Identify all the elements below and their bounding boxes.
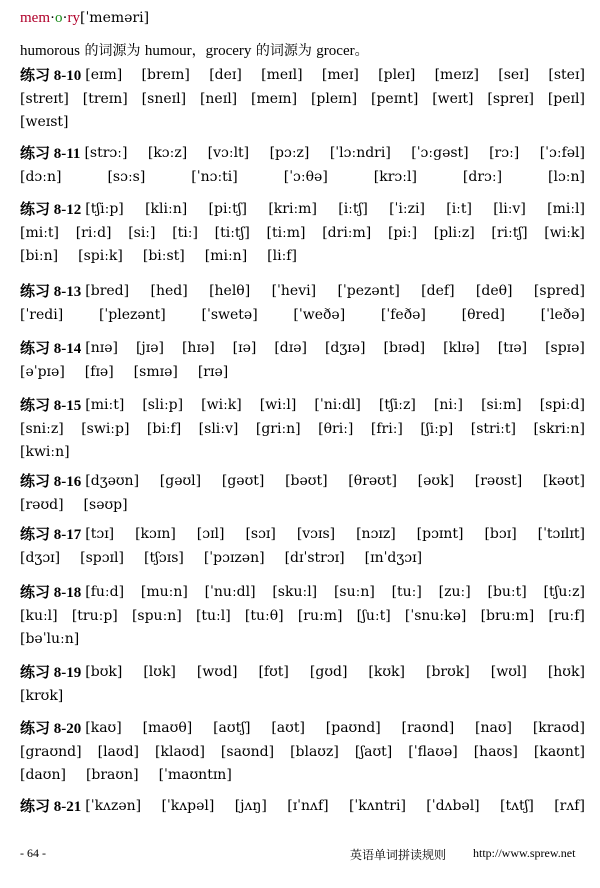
phonetic-symbol: [biːst]: [142, 248, 185, 264]
phonetic-symbol: [liːv]: [493, 201, 526, 217]
phonetic-symbol: [piː]: [387, 224, 418, 241]
exercise-label: [20, 337, 81, 361]
exercise-number: 8-15: [53, 398, 82, 414]
exercise-number: 8-16: [53, 474, 82, 490]
phonetic-symbol: [kliːn]: [145, 201, 188, 217]
phonetic-line: [20, 741, 585, 765]
phonetic-symbol: [buːt]: [487, 584, 527, 600]
exercise-block: [20, 470, 585, 517]
exercise-block: [20, 661, 585, 708]
phonetic-symbol: [bʊk]: [85, 664, 123, 680]
phonetic-symbol: [bəʊt]: [285, 473, 328, 489]
phonetic-symbol: [rəʊst]: [474, 473, 523, 489]
exercise-start: [20, 661, 122, 685]
phonetic-symbol: [gəʊt]: [221, 473, 265, 489]
phonetic-symbol: [raʊnd]: [401, 720, 455, 736]
phonetic-symbol: [ˈhevi]: [271, 283, 317, 299]
phonetic-symbol: [aʊtʃ]: [213, 720, 251, 736]
syllable-3: ry: [67, 10, 80, 26]
phonetic-symbol: [dʒəʊn]: [85, 473, 140, 489]
phonetic-symbol: [bruːm]: [480, 607, 535, 624]
phonetic-symbol: [brʊk]: [426, 664, 470, 680]
phonetic-symbol: [kaʊnt]: [533, 743, 585, 760]
exercise-number: 8-17: [53, 527, 82, 543]
phonetic-symbol: [ˈswetə]: [201, 306, 258, 323]
phonetic-symbol: [meɪn]: [251, 90, 298, 107]
note-text: ，: [191, 43, 206, 59]
exercise-label: [20, 717, 81, 741]
phonetic-symbol: [breɪn]: [141, 67, 190, 83]
phonetic-symbol: [lɔːn]: [548, 168, 585, 185]
phonetic-symbol: [smɪə]: [133, 363, 178, 380]
phonetic-line: [20, 628, 585, 652]
exercise-label-text: 练习: [20, 66, 51, 84]
phonetic-symbol: [tiːm]: [266, 224, 306, 241]
phonetic-line: [20, 166, 585, 190]
phonetic-symbol: [laʊd]: [97, 743, 140, 760]
phonetic-symbol: [meɪz]: [434, 67, 479, 83]
phonetic-symbol: [saʊnd]: [220, 743, 275, 760]
exercise-label: [20, 394, 81, 418]
exercise-start: [20, 581, 124, 605]
phonetic-symbol: [biːn]: [20, 248, 59, 264]
exercise-label-text: 练习: [20, 797, 51, 815]
exercise-number: 8-21: [53, 799, 82, 815]
phonetic-symbol: [swiːp]: [81, 420, 130, 437]
phonetic-symbol: [kwiːn]: [20, 444, 70, 460]
phonetic-symbol: [blaʊz]: [290, 743, 339, 760]
phonetic-symbol: [ˈɔːθə]: [283, 168, 328, 185]
phonetic-symbol: [θriː]: [318, 420, 354, 437]
exercise-label: [20, 280, 81, 304]
phonetic-line: [20, 685, 585, 709]
phonetic-symbol: [kaʊ]: [85, 720, 122, 736]
phonetic-line: [20, 245, 585, 269]
phonetic-symbol: [ʃuːt]: [356, 607, 391, 624]
syllable-1: mem: [20, 10, 50, 26]
phonetic-symbol: [ˈɔːgəst]: [411, 145, 469, 161]
phonetic-symbol: [ˈkʌzən]: [85, 798, 142, 814]
phonetic-symbol: [fɪə]: [84, 363, 114, 380]
phonetic-symbol: [θrəʊt]: [348, 473, 397, 489]
phonetic-line: [20, 605, 585, 629]
phonetic-symbol: [ɪnˈdʒɔɪ]: [364, 549, 423, 566]
note-text: 。: [354, 43, 369, 59]
phonetic-symbol: [spuːn]: [131, 607, 182, 624]
phonetic-symbol: [wʊd]: [196, 664, 238, 680]
phonetic-symbol: [tʃuːz]: [543, 584, 585, 600]
vocabulary-heading: [20, 10, 149, 27]
phonetic-symbol: [graʊnd]: [20, 743, 82, 760]
phonetic-symbol: [tiː]: [172, 224, 198, 241]
phonetic-symbol: [spɔɪl]: [80, 549, 124, 566]
phonetic-symbol: [ˈlɔːndri]: [329, 145, 391, 161]
phonetic-line: [20, 222, 585, 246]
phonetic-symbol: [ɪə]: [232, 340, 257, 356]
phonetic-symbol: [niː]: [433, 397, 464, 413]
exercise-block: [20, 717, 585, 788]
syllable-2: o: [55, 10, 63, 26]
phonetic-symbol: [sliːp]: [142, 397, 184, 413]
phonetic-symbol: [daʊn]: [20, 767, 66, 783]
phonetic-symbol: [tʃiːp]: [85, 201, 124, 217]
phonetic-symbol: [peɪnt]: [371, 90, 419, 107]
phonetic-symbol: [gəʊl]: [159, 473, 202, 489]
exercise-start: [20, 337, 118, 361]
phonetic-symbol: [ˈflaʊə]: [408, 743, 458, 760]
phonetic-symbol: [rɪə]: [197, 363, 229, 380]
phonetic-symbol: [ˈleðə]: [540, 306, 585, 323]
note-word: humorous: [20, 43, 80, 59]
exercise-block: [20, 795, 585, 819]
phonetic-symbol: [wʊl]: [490, 664, 527, 680]
exercise-block: [20, 337, 585, 384]
phonetic-symbol: [ˈpezənt]: [337, 283, 400, 299]
exercise-label: [20, 795, 81, 819]
phonetic-symbol: [ˈiːzi]: [389, 201, 425, 217]
phonetic-symbol: [tɔɪ]: [85, 526, 115, 542]
phonetic-symbol: [seɪ]: [498, 67, 530, 83]
phonetic-line: [20, 394, 585, 418]
phonetic-symbol: [sniːz]: [20, 420, 64, 437]
exercise-label: [20, 198, 81, 222]
phonetic-symbol: [kɔɪn]: [135, 526, 176, 542]
phonetic-symbol: [gʊd]: [309, 664, 348, 680]
exercise-number: 8-13: [53, 284, 82, 300]
phonetic-line: [20, 494, 585, 518]
phonetic-symbol: [lʊk]: [143, 664, 176, 680]
phonetic-symbol: [ruːf]: [548, 607, 585, 624]
phonetic-line: [20, 280, 585, 304]
note-word: grocery: [205, 43, 252, 59]
phonetic-symbol: [tʌtʃ]: [499, 798, 534, 814]
phonetic-symbol: [muːn]: [140, 584, 188, 600]
phonetic-symbol: [strɔː]: [84, 145, 128, 161]
phonetic-symbol: [krɔːl]: [373, 168, 417, 185]
phonetic-symbol: [rɔː]: [489, 145, 520, 161]
phonetic-symbol: [helθ]: [209, 283, 251, 299]
phonetic-symbol: [pɔːz]: [269, 145, 310, 161]
phonetic-symbol: [driːm]: [322, 224, 372, 241]
page-number: - 64 -: [20, 846, 46, 860]
exercise-label: [20, 581, 81, 605]
phonetic-symbol: [kʊk]: [368, 664, 405, 680]
phonetic-symbol: [nɪə]: [85, 340, 118, 356]
etymology-note: [20, 40, 369, 60]
phonetic-symbol: [miːt]: [85, 397, 125, 413]
phonetic-symbol: [drɔː]: [462, 168, 503, 185]
phonetic-symbol: [θred]: [461, 306, 505, 323]
exercise-label-text: 练习: [20, 525, 51, 543]
phonetic-line: [20, 581, 585, 605]
phonetic-symbol: [jɪə]: [135, 340, 164, 356]
phonetic-symbol: [sneɪl]: [141, 90, 187, 107]
exercise-start: [20, 142, 127, 166]
exercise-label-text: 练习: [20, 339, 51, 357]
phonetic-symbol: [ʃaʊt]: [354, 743, 393, 760]
book-title: 英语单词拼读规则: [350, 848, 447, 862]
phonetic-symbol: [friː]: [370, 420, 403, 437]
phonetic-symbol: [ˈɔːfəl]: [539, 145, 585, 161]
exercise-start: [20, 717, 122, 741]
exercise-label: [20, 142, 80, 166]
phonetic-symbol: [naʊ]: [475, 720, 512, 736]
phonetic-symbol: [ɪˈnʌf]: [287, 798, 329, 814]
phonetic-symbol: [bred]: [85, 283, 130, 299]
phonetic-symbol: [ˈredi]: [20, 306, 64, 323]
phonetic-symbol: [ɔɪl]: [196, 526, 225, 542]
exercise-start: [20, 523, 114, 547]
phonetic-symbol: [maʊθ]: [142, 720, 193, 736]
phonetic-symbol: [kɔːz]: [147, 145, 188, 161]
phonetic-symbol: [siː]: [128, 224, 156, 241]
phonetic-symbol: [pleɪn]: [310, 90, 358, 107]
phonetic-symbol: [skriːn]: [533, 420, 585, 437]
exercise-start: [20, 470, 139, 494]
website-url: http://www.sprew.net: [473, 846, 576, 860]
phonetic-symbol: [riːtʃ]: [491, 224, 528, 241]
phonetic-symbol: [ʃiːp]: [420, 420, 454, 437]
phonetic-symbol: [aʊt]: [271, 720, 305, 736]
phonetic-symbol: [iːt]: [446, 201, 472, 217]
phonetic-symbol: [əʊk]: [417, 473, 455, 489]
phonetic-symbol: [vɔɪs]: [296, 526, 336, 542]
exercise-block: [20, 142, 585, 189]
phonetic-symbol: [ˈnɔːti]: [191, 168, 238, 185]
phonetic-line: [20, 337, 585, 361]
phonetic-line: [20, 64, 585, 88]
phonetic-symbol: [spiːd]: [539, 397, 585, 413]
phonetic-symbol: [weɪt]: [432, 90, 474, 107]
phonetic-symbol: [rʌf]: [554, 798, 585, 814]
phonetic-symbol: [hed]: [150, 283, 188, 299]
exercise-label-text: 练习: [20, 396, 51, 414]
phonetic-symbol: [ˈnuːdl]: [204, 584, 256, 600]
phonetic-symbol: [weɪst]: [20, 114, 69, 130]
phonetic-symbol: [piːtʃ]: [208, 201, 248, 217]
phonetic-line: [20, 661, 585, 685]
phonetic-symbol: [siːm]: [481, 397, 522, 413]
phonetic-symbol: [hɪə]: [181, 340, 215, 356]
phonetic-line: [20, 111, 585, 135]
phonetic-symbol: [braʊn]: [85, 767, 139, 783]
exercise-number: 8-11: [53, 146, 81, 162]
note-word: grocer: [316, 43, 355, 59]
phonetic-symbol: [suːn]: [333, 584, 375, 600]
phonetic-symbol: [spreɪ]: [487, 90, 534, 107]
phonetic-line: [20, 523, 585, 547]
phonetic-symbol: [klaʊd]: [155, 743, 205, 760]
phonetic-symbol: [striːt]: [470, 420, 516, 437]
phonetic-symbol: [tiːtʃ]: [214, 224, 250, 241]
phonetic-symbol: [tuːθ]: [244, 607, 284, 624]
exercise-block: [20, 581, 585, 652]
phonetic-line: [20, 764, 585, 788]
phonetic-symbol: [ˈmaʊntɪn]: [158, 767, 232, 783]
phonetic-symbol: [wiːk]: [201, 397, 242, 413]
phonetic-symbol: [truːp]: [71, 607, 118, 624]
phonetic-symbol: [spiːk]: [78, 248, 123, 264]
phonetic-symbol: [ˈsnuːkə]: [404, 607, 467, 624]
phonetic-symbol: [deɪ]: [209, 67, 242, 83]
phonetic-line: [20, 717, 585, 741]
phonetic-symbol: [dʒɔɪ]: [20, 549, 61, 566]
phonetic-symbol: [bɔɪ]: [484, 526, 517, 542]
phonetic-symbol: [miːl]: [547, 201, 585, 217]
phonetic-symbol: [neɪl]: [199, 90, 238, 107]
phonetic-line: [20, 142, 585, 166]
phonetic-symbol: [riːd]: [75, 224, 112, 241]
phonetic-symbol: [tuːl]: [195, 607, 231, 624]
phonetic-symbol: [tɪə]: [497, 340, 528, 356]
phonetic-symbol: [miːn]: [204, 248, 248, 264]
phonetic-symbol: [fuːd]: [85, 584, 125, 600]
exercise-label-text: 练习: [20, 472, 51, 490]
phonetic-symbol: [ˈniːdl]: [314, 397, 361, 413]
phonetic-line: [20, 304, 585, 328]
phonetic-symbol: [ruːm]: [297, 607, 343, 624]
phonetic-symbol: [nɔɪz]: [356, 526, 396, 542]
phonetic-symbol: [rəʊd]: [20, 496, 64, 513]
note-text: 的词源为: [251, 43, 317, 59]
phonetic-symbol: [əˈpɪə]: [20, 363, 65, 380]
phonetic-symbol: [paʊnd]: [325, 720, 381, 736]
exercise-start: [20, 64, 122, 88]
exercise-number: 8-12: [53, 202, 82, 218]
exercise-number: 8-20: [53, 721, 82, 737]
phonetic-symbol: [bəˈluːn]: [20, 631, 80, 647]
phonetic-symbol: [səʊp]: [83, 496, 128, 513]
phonetic-symbol: [dɪə]: [274, 340, 307, 356]
phonetic-symbol: [dɪˈstrɔɪ]: [284, 549, 345, 566]
phonetic-symbol: [haʊs]: [473, 743, 518, 760]
phonetic-symbol: [meɪ]: [321, 67, 359, 83]
phonetic-line: [20, 198, 585, 222]
exercise-start: [20, 280, 129, 304]
note-word: humour: [144, 43, 192, 59]
phonetic-symbol: [skuːl]: [272, 584, 318, 600]
phonetic-symbol: [iːtʃ]: [338, 201, 368, 217]
exercise-label-text: 练习: [20, 200, 51, 218]
phonetic-symbol: [ˈtɔɪlɪt]: [537, 526, 585, 542]
phonetic-symbol: [streɪt]: [20, 90, 69, 107]
phonetic-line: [20, 795, 585, 819]
phonetic-symbol: [kuːl]: [20, 607, 58, 624]
syllable-dot: ·: [62, 10, 68, 26]
exercise-block: [20, 64, 585, 135]
phonetic-symbol: [zuː]: [438, 584, 471, 600]
phonetic-symbol: [ˈweðə]: [293, 306, 346, 323]
exercise-block: [20, 394, 585, 465]
exercise-block: [20, 280, 585, 327]
exercise-start: [20, 198, 124, 222]
phonetic-symbol: [ˈpɔɪzən]: [203, 549, 265, 566]
exercise-start: [20, 795, 141, 819]
syllable-dot: ·: [50, 10, 55, 26]
phonetic-symbol: [peɪl]: [547, 90, 585, 107]
phonetic-symbol: [eɪm]: [85, 67, 123, 83]
phonetic-symbol: [ˈkʌpəl]: [161, 798, 215, 814]
phonetic-symbol: [pliːz]: [433, 224, 475, 241]
phonetic-symbol: [deθ]: [475, 283, 513, 299]
phonetic-symbol: [sɔːs]: [107, 168, 146, 185]
exercise-start: [20, 394, 124, 418]
exercise-label: [20, 523, 81, 547]
phonetic-line: [20, 547, 585, 571]
phonetic-symbol: [jʌŋ]: [234, 798, 267, 814]
phonetic-symbol: [miːt]: [20, 224, 60, 241]
phonetic-symbol: [kriːm]: [268, 201, 317, 217]
exercise-label-text: 练习: [20, 282, 51, 300]
phonetic-symbol: [pɔɪnt]: [416, 526, 464, 542]
exercise-number: 8-10: [53, 68, 82, 84]
phonetic-line: [20, 88, 585, 112]
phonetic-line: [20, 361, 585, 385]
heading-phonetic: [ˈmeməri]: [80, 10, 150, 26]
exercise-block: [20, 198, 585, 269]
phonetic-line: [20, 470, 585, 494]
phonetic-symbol: [tʃiːz]: [378, 397, 416, 413]
exercise-block: [20, 523, 585, 570]
phonetic-symbol: [spred]: [533, 283, 585, 299]
phonetic-symbol: [liːf]: [267, 248, 297, 264]
phonetic-symbol: [tʃɔɪs]: [143, 549, 184, 566]
exercise-label: [20, 661, 81, 685]
phonetic-symbol: [vɔːlt]: [207, 145, 250, 161]
phonetic-symbol: [fʊt]: [258, 664, 289, 680]
phonetic-symbol: [sliːv]: [198, 420, 239, 437]
phonetic-symbol: [spɪə]: [545, 340, 585, 356]
phonetic-symbol: [pleɪ]: [378, 67, 416, 83]
phonetic-symbol: [wiːl]: [259, 397, 297, 413]
phonetic-symbol: [tuː]: [391, 584, 422, 600]
exercise-number: 8-14: [53, 341, 82, 357]
exercise-number: 8-18: [53, 585, 82, 601]
phonetic-symbol: [dɔːn]: [20, 168, 62, 185]
exercise-label-text: 练习: [20, 583, 51, 601]
exercise-label: [20, 64, 81, 88]
phonetic-symbol: [wiːk]: [544, 224, 585, 241]
exercise-number: 8-19: [53, 665, 82, 681]
phonetic-symbol: [kəʊt]: [542, 473, 585, 489]
phonetic-symbol: [def]: [421, 283, 455, 299]
phonetic-symbol: [ˈfeðə]: [380, 306, 426, 323]
exercise-label-text: 练习: [20, 663, 51, 681]
note-text: 的词源为: [80, 43, 145, 59]
phonetic-line: [20, 441, 585, 465]
phonetic-symbol: [treɪn]: [82, 90, 128, 107]
phonetic-symbol: [bɪəd]: [383, 340, 426, 356]
phonetic-symbol: [meɪl]: [261, 67, 303, 83]
phonetic-symbol: [ˈdʌbəl]: [426, 798, 480, 814]
phonetic-line: [20, 418, 585, 442]
phonetic-symbol: [hʊk]: [547, 664, 585, 680]
exercise-label-text: 练习: [20, 144, 51, 162]
phonetic-symbol: [sɔɪ]: [245, 526, 276, 542]
phonetic-symbol: [klɪə]: [443, 340, 480, 356]
phonetic-symbol: [kraʊd]: [532, 720, 585, 736]
phonetic-symbol: [ˈkʌntri]: [348, 798, 406, 814]
exercise-label-text: 练习: [20, 719, 51, 737]
exercise-label: [20, 470, 81, 494]
phonetic-symbol: [krʊk]: [20, 687, 64, 704]
phonetic-symbol: [dʒɪə]: [324, 340, 366, 356]
phonetic-symbol: [steɪ]: [548, 67, 585, 83]
phonetic-symbol: [ˈplezənt]: [98, 306, 166, 323]
phonetic-symbol: [griːn]: [255, 420, 301, 437]
phonetic-symbol: [biːf]: [146, 420, 182, 437]
